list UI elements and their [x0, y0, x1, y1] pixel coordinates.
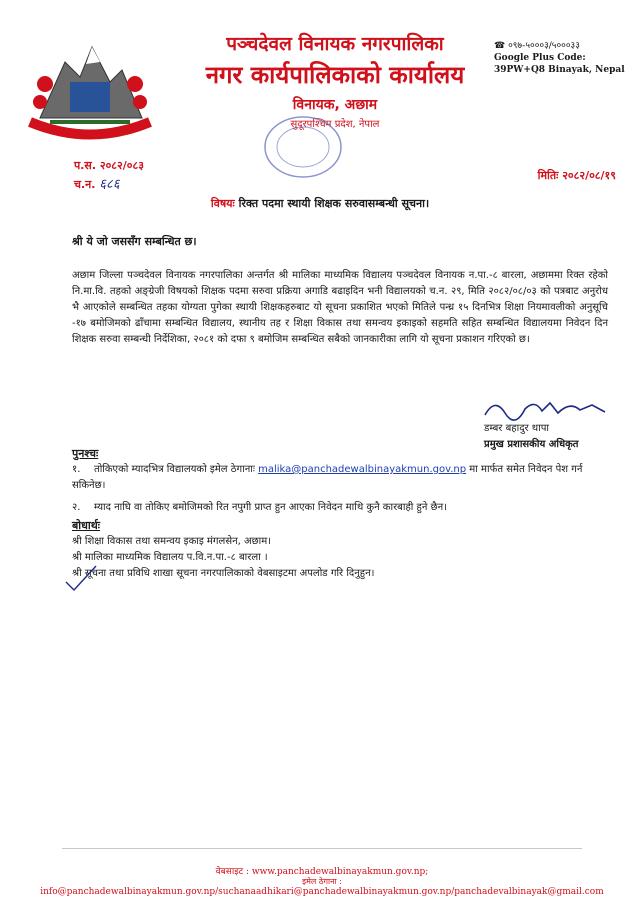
postscript-item-2: [72, 500, 608, 516]
signatory-title: प्रमुख प्रशासकीय अधिकृत: [484, 439, 579, 450]
nepal-emblem-logo: [10, 22, 170, 140]
footer-email-label: इमेल ठेगाना :: [302, 877, 342, 886]
footer-emails[interactable]: info@panchadewalbinayakmun.gov.np/suchanaadhikari@panchadewalbinayakmun.gov.np/panchadevalbinayak@gmail.com: [40, 887, 604, 897]
phone-number: ☎ ०९७-५०००३/५०००३३: [494, 41, 580, 51]
postscript-heading: पुनश्चः: [72, 447, 99, 460]
date: मितिः २०८२/०८/१९: [537, 169, 616, 182]
greeting: श्री ये जो जससँग सम्बन्धित छ।: [72, 235, 197, 248]
address-line-1: विनायक, अछाम: [292, 97, 378, 113]
address-line-2: सुदूरपश्चिम प्रदेश, नेपाल: [290, 119, 380, 130]
chalani-number: [74, 174, 120, 192]
signature-scribble: [480, 395, 615, 423]
contact-block: [494, 40, 644, 76]
notice-body: अछाम जिल्ला पञ्चदेवल विनायक नगरपालिका अन्तर्गत श्री मालिका माध्यमिक विद्यालय पञ्चदेवल विनायक न.पा.-८ बारला, अछाममा रिक्त रहेको नि.मा.वि. तहको अङ्ग्रेजी विषयको शिक्षक पदमा सरुवा प्रक्रिया अगाडि बढाइदिन भनी विद्यालयको च.न. २९, मिति २०८२/०८/०३ को पत्रबाट अनुरोध भै आएकोले सम्बन्धित तहका योग्यता पुगेका स्थायी शिक्षकहरुबाट यो सूचना प्रकाशित भएको मितिले पन्ध्र १५ दिनभित्र शिक्षा नियमावलीको अनुसूचि -१७ बमोजिमको ढाँचामा सम्बन्धित विद्यालय, स्थानीय तह र शिक्षा विकास तथा समन्वय इकाइको सहमति सहित सम्बन्धित विद्यालयमा निवेदन दिन शिक्षक सरुवा सम्बन्धी निर्देशिका, २०८१ को दफा ९ बमोजिम सम्बन्धित सबैको जानकारीका लागि यो सूचना प्रकाशन गरिएको छ।: [72, 270, 608, 345]
plus-code-label: Google Plus Code:: [494, 53, 586, 63]
item-number: १.: [72, 464, 81, 475]
item-text: म्याद नाघि वा तोकिए बमोजिमको रित नपुगी प्राप्त हुन आएका निवेदन माथि कुनै कारबाही हुने छैन।: [94, 502, 447, 513]
tick-mark: [62, 564, 102, 594]
chalani-handwritten: ६८६: [99, 177, 120, 192]
item-text: तोकिएको म्यादभित्र विद्यालयको इमेल ठेगानाः: [94, 464, 259, 475]
item-number: २.: [72, 502, 81, 513]
school-email-link[interactable]: malika@panchadewalbinayakmun.gov.np: [258, 464, 467, 475]
signatory-name: डम्बर बहादुर थापा: [484, 423, 550, 434]
postscript-item-1: [72, 462, 608, 494]
subject-label: विषयः: [210, 197, 235, 210]
footer-website[interactable]: वेबसाइट : www.panchadewalbinayakmun.gov.np;: [215, 867, 429, 877]
subject-text: रिक्त पदमा स्थायी शिक्षक सरुवासम्बन्धी सूचना।: [238, 197, 430, 210]
office-stamp-seal: [262, 114, 344, 180]
bodharth-heading: बोधार्थः: [72, 519, 100, 532]
chalani-label: च.न.: [74, 178, 96, 191]
cc-item: श्री शिक्षा विकास तथा समन्वय इकाइ मंगलसेन, अछाम।: [72, 536, 271, 547]
patra-sankhya: प.स. २०८२/०८३: [74, 159, 144, 172]
plus-code: 39PW+Q8 Binayak, Nepal: [494, 65, 625, 75]
cc-item: श्री मालिका माध्यमिक विद्यालय प.वि.न.पा.-८ बारला ।: [72, 552, 268, 563]
subject: [70, 196, 570, 211]
footer-divider: [62, 848, 582, 849]
office-name: नगर कार्यपालिकाको कार्यालय: [205, 60, 465, 89]
cc-item: श्री सूचना तथा प्रविधि शाखा सूचना नगरपालिकाको वेबसाइटमा अपलोड गरि दिनुहुन।: [72, 568, 375, 579]
item-text-end: मा मार्फत समेत निवेदन पेश गर्न सकिनेछ।: [72, 464, 583, 491]
municipality-name: पञ्चदेवल विनायक नगरपालिका: [226, 33, 444, 55]
